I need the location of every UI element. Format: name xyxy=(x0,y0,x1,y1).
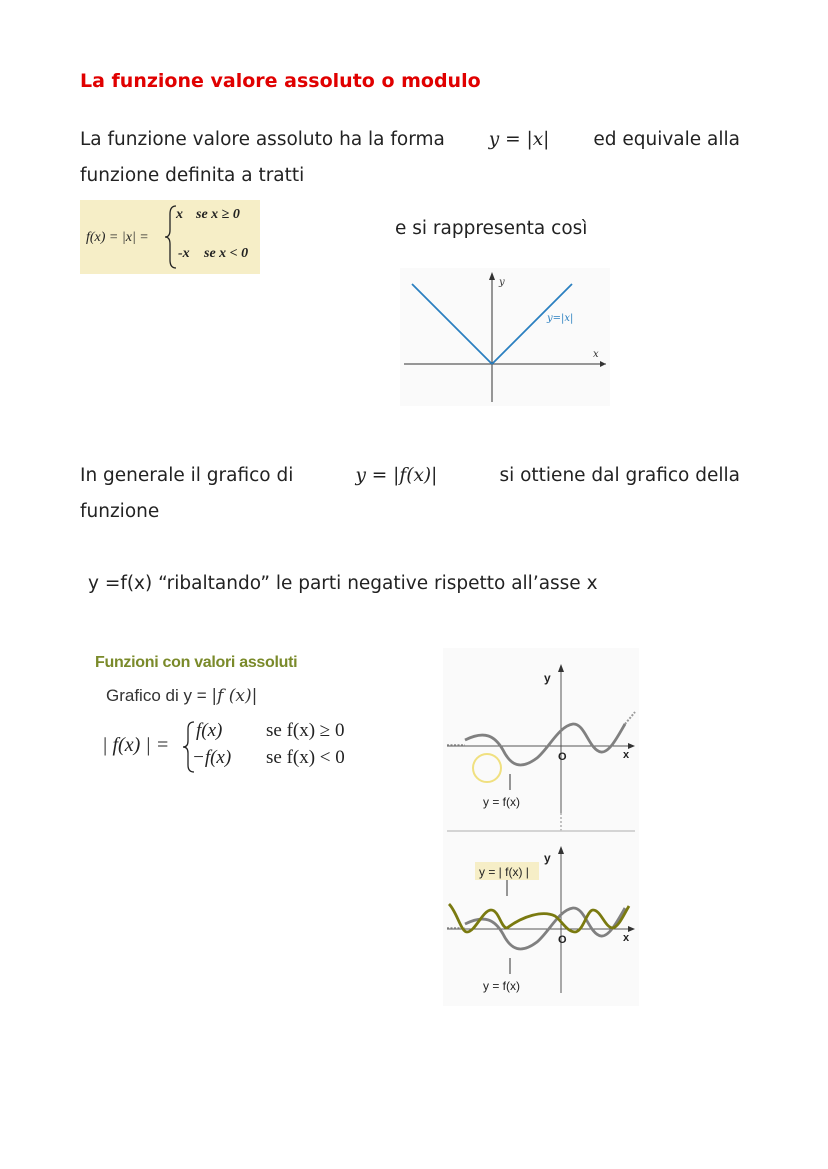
general-text-b: si ottiene dal grafico della xyxy=(499,465,740,486)
definition-case2-cond: se x < 0 xyxy=(204,246,249,261)
y-axis-label: y xyxy=(499,277,505,288)
intro-formula: y = |x| xyxy=(488,129,550,150)
panel-subtitle xyxy=(106,686,257,706)
panel-case2-cond: se f(x) < 0 xyxy=(266,747,345,768)
general-line2: funzione xyxy=(80,501,160,522)
general-paragraph xyxy=(80,458,740,530)
panel-formula xyxy=(102,716,392,776)
x-axis-label: x xyxy=(593,349,599,360)
abs-fx-origin-label: O xyxy=(558,934,567,946)
intro-text-b: ed equivale alla xyxy=(593,129,740,150)
abs-function-figure xyxy=(443,648,639,1006)
fx-y-label: y xyxy=(544,671,551,685)
intro-text-a: La funzione valore assoluto ha la forma xyxy=(80,129,445,150)
definition-case2-value: -x xyxy=(178,246,190,261)
panel-subtitle-text: Grafico di y = xyxy=(106,686,212,705)
abs-fx-y-label: y xyxy=(544,851,551,865)
definition-case1-cond: se x ≥ 0 xyxy=(196,207,240,222)
general-formula: y = |f(x)| xyxy=(355,465,438,486)
panel-title: Funzioni con valori assoluti xyxy=(95,654,298,671)
abs-fx-x-label: x xyxy=(623,932,630,944)
panel-formula-lhs: | f(x) | = xyxy=(102,734,170,756)
flip-text: y =f(x) “ribaltando” le parti negative rispetto all’asse x xyxy=(88,573,598,594)
abs-fx-label: y = | f(x) | xyxy=(479,865,529,879)
represent-text: e si rappresenta così xyxy=(395,218,588,239)
abs-x-graph xyxy=(400,268,610,406)
panel-case1-value: f(x) xyxy=(196,720,223,741)
intro-paragraph xyxy=(80,122,740,194)
definition-lhs: f(x) = |x| = xyxy=(86,230,149,245)
fx-curve-label: y = f(x) xyxy=(483,795,521,809)
fx-x-label: x xyxy=(623,749,630,761)
general-text-a: In generale il grafico di xyxy=(80,465,294,486)
fx-origin-label: O xyxy=(558,751,567,763)
curve-label: y=|x| xyxy=(547,313,574,324)
intro-line2: funzione definita a tratti xyxy=(80,165,305,186)
panel-case1-cond: se f(x) ≥ 0 xyxy=(266,720,345,741)
abs-fx-curve-label: y = f(x) xyxy=(483,979,521,993)
definition-box xyxy=(80,200,260,274)
definition-case1-value: x xyxy=(176,207,183,222)
panel-case2-value: −f(x) xyxy=(192,747,232,768)
page-title: La funzione valore assoluto o modulo xyxy=(80,70,481,92)
panel-subtitle-formula: |f (x)| xyxy=(211,686,258,706)
